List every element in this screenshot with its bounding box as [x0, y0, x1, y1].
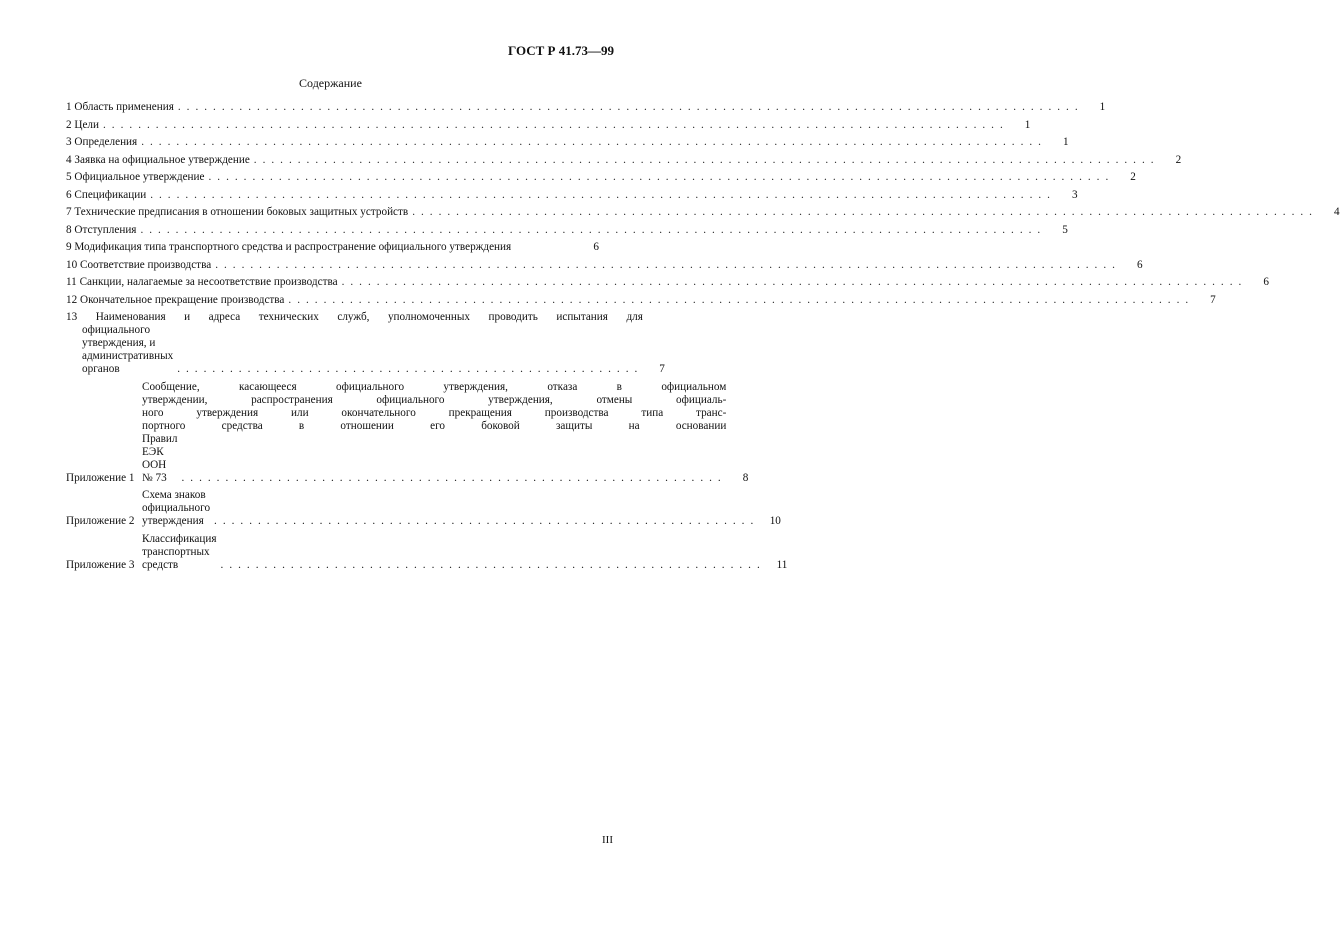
appendix-title: Схема знаков официального утверждения	[142, 489, 211, 527]
toc-entry-title: 10 Соответствие производства	[66, 258, 212, 271]
toc-entry-title: 9 Модификация типа транспортного средства и распространение официального утверждения	[66, 241, 512, 253]
toc-entry[interactable]	[66, 206, 1340, 219]
standard-code: ГОСТ Р 41.73—99	[508, 43, 614, 58]
toc-entry-title: 12 Окончательное прекращение производства	[66, 293, 285, 306]
toc-entry[interactable]	[66, 293, 1216, 307]
toc-page-number: 2	[1175, 153, 1182, 166]
leader-dots	[221, 559, 762, 572]
toc-entry-13[interactable]	[66, 311, 665, 376]
toc-page-number: 1	[1024, 118, 1031, 131]
toc-entry[interactable]	[66, 171, 1136, 184]
appendix-line: ного утверждения или окончательного прекращения производства типа транс-	[142, 406, 727, 419]
toc-entry[interactable]	[66, 153, 1182, 167]
toc-page-number: 11	[776, 558, 788, 571]
toc-page-number: 8	[742, 471, 749, 484]
appendix-title: Классификация транспортных средств	[142, 532, 217, 571]
toc-page-number: 1	[1099, 101, 1106, 113]
toc-entry[interactable]	[66, 223, 1068, 237]
leader-dots	[150, 189, 1051, 202]
toc-entry-13-line2: официального утверждения, и административных органов	[82, 324, 174, 375]
toc-page-number: 10	[769, 515, 781, 527]
leader-dots	[209, 171, 1110, 184]
toc-entry-title: 6 Спецификации	[66, 188, 147, 201]
leader-dots	[178, 101, 1079, 114]
leader-dots	[140, 224, 1041, 237]
toc-page-number: 1	[1062, 136, 1069, 148]
toc-appendix-3[interactable]	[66, 532, 788, 572]
leader-dots	[103, 119, 1004, 132]
appendix-line: портного средства в отношении его боковой защиты на основании	[142, 419, 727, 432]
toc-page-number: 6	[593, 241, 599, 253]
leader-dots	[412, 206, 1313, 219]
toc-appendix-1[interactable]	[66, 380, 749, 485]
appendix-label: Приложение 2	[66, 515, 135, 527]
leader-dots	[254, 154, 1155, 167]
toc-entry[interactable]	[66, 136, 1069, 149]
toc-entry-title: 8 Отступления	[66, 223, 137, 236]
leader-dots	[342, 276, 1243, 289]
table-of-contents	[66, 101, 1340, 576]
toc-entry-title: 2 Цели	[66, 118, 100, 131]
toc-entry-title: 1 Область применения	[66, 101, 174, 113]
toc-entry-title: 5 Официальное утверждение	[66, 171, 205, 183]
leader-dots	[182, 472, 723, 485]
leader-dots	[288, 294, 1189, 307]
appendix-label: Приложение 1	[66, 471, 135, 484]
toc-page-number: 5	[1062, 223, 1068, 236]
toc-page-number: 3	[1071, 188, 1078, 201]
leader-dots	[214, 515, 755, 528]
toc-page-number: 6	[1263, 276, 1269, 288]
leader-dots	[141, 136, 1042, 149]
toc-entry-title: 11 Санкции, налагаемые за несоответствие производства	[66, 276, 338, 288]
appendix-line: утверждении, распространения официального утверждения, отмены официаль-	[142, 393, 727, 406]
appendix-line: Сообщение, касающееся официального утверждения, отказа в официальном	[142, 380, 727, 393]
toc-entry[interactable]	[66, 101, 1106, 114]
toc-entry-title: 7 Технические предписания в отношении боковых защитных устройств	[66, 206, 409, 218]
toc-entry[interactable]	[66, 276, 1269, 289]
toc-entry-title: 3 Определения	[66, 136, 138, 148]
toc-entry[interactable]	[66, 241, 599, 254]
toc-page-number: 6	[1136, 258, 1143, 271]
toc-entry[interactable]	[66, 258, 1143, 272]
toc-entry-title: 4 Заявка на официальное утверждение	[66, 153, 250, 166]
toc-page-number: 2	[1130, 171, 1136, 183]
toc-entry-13-line1: 13 Наименования и адреса технических служб, уполномоченных проводить испытания для	[66, 311, 643, 323]
page-number: III	[602, 834, 613, 846]
appendix-line: Правил ЕЭК ООН № 73	[142, 432, 178, 484]
toc-page-number: 7	[1210, 293, 1216, 306]
toc-page-number: 4	[1333, 206, 1340, 218]
appendix-label: Приложение 3	[66, 558, 135, 571]
toc-appendix-2[interactable]	[66, 489, 781, 528]
toc-page-number: 7	[659, 363, 665, 375]
toc-title: Содержание	[299, 76, 362, 90]
leader-dots	[215, 259, 1116, 272]
toc-entry[interactable]	[66, 118, 1031, 132]
leader-dots	[177, 363, 639, 376]
toc-entry[interactable]	[66, 188, 1078, 202]
